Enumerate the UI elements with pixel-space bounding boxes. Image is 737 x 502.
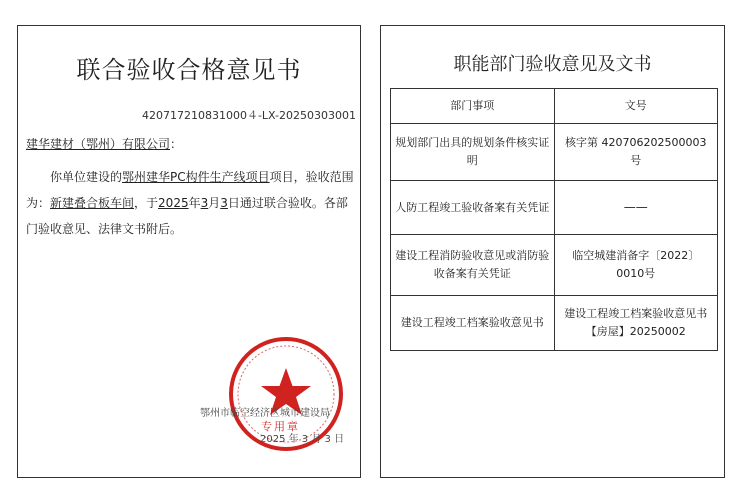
- certificate-title: 联合验收合格意见书: [76, 56, 302, 84]
- table-row: [391, 296, 718, 351]
- table-row: [391, 235, 718, 296]
- addressee-colon: ：: [170, 137, 183, 151]
- acceptance-day: 3: [220, 196, 228, 210]
- row-item: 建设工程消防验收意见或消防验收备案有关凭证: [391, 235, 555, 296]
- row-item: 规划部门出具的规划条件核实证明: [391, 124, 555, 181]
- document-number: 420717210831000４-LX-20250303001: [141, 109, 356, 122]
- acceptance-certificate-panel: [17, 25, 361, 478]
- seal-subtitle: 专用章: [261, 420, 300, 433]
- table-row: [391, 124, 718, 181]
- acceptance-scope: 新建叠合板车间: [50, 196, 135, 210]
- acceptance-month: 3: [200, 196, 209, 210]
- row-number: 建设工程竣工档案验收意见书【房屋】20250002: [554, 296, 718, 351]
- row-number: [554, 181, 718, 235]
- body-text-4: 日通过联合验收。各部门验收意见、法律文书附后。: [26, 196, 348, 236]
- body-text-month-unit: 月: [208, 196, 221, 210]
- row-number: 临空城建消备字〔2022〕0010号: [554, 235, 718, 296]
- acceptance-year: 2025: [158, 196, 189, 210]
- body-text-2: 项目，验收范围为：: [26, 170, 354, 210]
- table-header-row: [391, 89, 718, 124]
- body-text-3: ，于: [134, 196, 159, 210]
- addressee-company: 建华建材（鄂州）有限公司: [26, 137, 171, 151]
- body-text-1: 你单位建设的: [50, 170, 123, 184]
- table-row: [391, 181, 718, 235]
- header-number: 文号: [554, 89, 718, 124]
- row-item: 建设工程竣工档案验收意见书: [391, 296, 555, 351]
- body-text-year-unit: 年: [188, 196, 201, 210]
- row-number: 核字第 420706202500003 号: [554, 124, 718, 181]
- project-name: 鄂州建华PC构件生产线项目: [122, 170, 270, 184]
- seal-issuer: 鄂州市临空经济区城市建设局: [200, 408, 330, 419]
- row-number-dash: ——: [623, 200, 648, 214]
- header-item: 部门事项: [391, 89, 555, 124]
- certificate-body: [26, 164, 356, 242]
- department-opinions-panel: [380, 25, 725, 478]
- row-item: 人防工程竣工验收备案有关凭证: [391, 181, 555, 235]
- opinions-table: [390, 88, 718, 351]
- opinions-title: 职能部门验收意见及文书: [453, 54, 652, 75]
- addressee-line: [26, 135, 182, 152]
- seal-date: 2025 年 3 月 3 日: [260, 434, 345, 445]
